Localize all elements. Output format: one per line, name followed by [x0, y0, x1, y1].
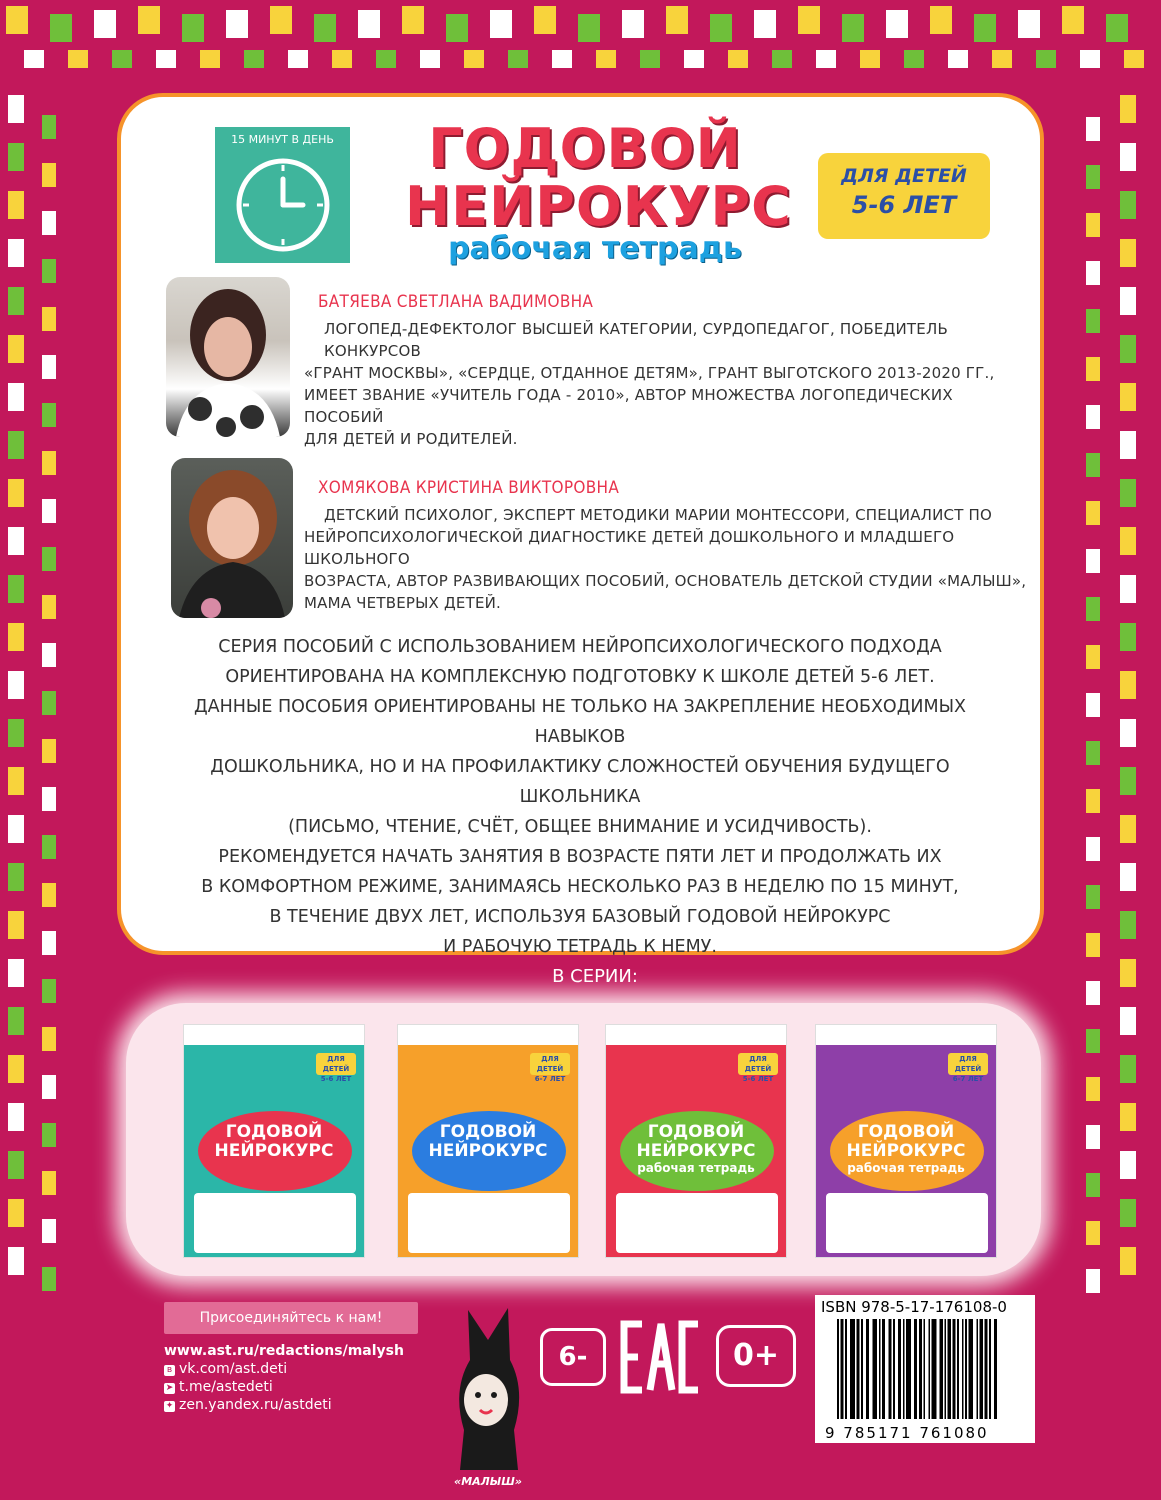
- confetti-square: [1086, 1125, 1100, 1149]
- confetti-square: [8, 623, 24, 651]
- confetti-square: [1120, 1151, 1136, 1179]
- confetti-square: [948, 50, 968, 68]
- confetti-square: [578, 14, 600, 42]
- confetti-square: [1086, 645, 1100, 669]
- description-line: (ПИСЬМО, ЧТЕНИЕ, СЧЁТ, ОБЩЕЕ ВНИМАНИЕ И УСИДЧИВОСТЬ).: [288, 817, 872, 837]
- confetti-square: [138, 6, 160, 34]
- confetti-square: [1086, 1029, 1100, 1053]
- book-age-line-2: 6-7 ЛЕТ: [534, 1075, 566, 1083]
- confetti-square: [42, 835, 56, 859]
- confetti-square: [1086, 1269, 1100, 1293]
- confetti-square: [42, 403, 56, 427]
- book-author-strip: [398, 1025, 578, 1045]
- confetti-square: [42, 643, 56, 667]
- confetti-square: [1120, 335, 1136, 363]
- confetti-square: [1120, 959, 1136, 987]
- confetti-square: [1086, 213, 1100, 237]
- confetti-square: [226, 10, 248, 38]
- vk-link[interactable]: [164, 1360, 287, 1378]
- book-title-line-3: рабочая тетрадь: [847, 1161, 965, 1175]
- confetti-square: [42, 211, 56, 235]
- telegram-icon: ➤: [165, 1383, 174, 1393]
- book-age-line-2: 5-6 ЛЕТ: [320, 1075, 352, 1083]
- confetti-square: [402, 6, 424, 34]
- book-age-badge: [738, 1053, 778, 1083]
- barcode-icon: [835, 1319, 1025, 1421]
- title-main: [405, 117, 792, 238]
- book-title-line-2: НЕЙРОКУРС: [636, 1141, 756, 1161]
- book-age-line-2: 6-7 ЛЕТ: [952, 1075, 984, 1083]
- title-subtitle: рабочая тетрадь: [448, 231, 742, 266]
- confetti-square: [8, 95, 24, 123]
- zen-link[interactable]: [164, 1396, 332, 1414]
- confetti-square: [974, 14, 996, 42]
- confetti-square: [8, 431, 24, 459]
- confetti-square: [1086, 741, 1100, 765]
- confetti-square: [156, 50, 176, 68]
- description-line: СЕРИЯ ПОСОБИЙ С ИСПОЛЬЗОВАНИЕМ НЕЙРОПСИХОЛОГИЧЕСКОГО ПОДХОДА: [218, 637, 942, 657]
- confetti-square: [904, 50, 924, 68]
- confetti-square: [622, 10, 644, 38]
- book-age-line-2: 5-6 ЛЕТ: [742, 1075, 774, 1083]
- confetti-square: [1120, 191, 1136, 219]
- book-title: [184, 1123, 364, 1161]
- confetti-square: [1120, 431, 1136, 459]
- series-book-cover[interactable]: [183, 1024, 365, 1258]
- confetti-square: [42, 739, 56, 763]
- confetti-square: [992, 50, 1012, 68]
- confetti-square: [1086, 981, 1100, 1005]
- age-line-1: ДЛЯ ДЕТЕЙ: [841, 165, 967, 187]
- website-link[interactable]: [164, 1342, 404, 1360]
- logo-text: «МАЛЫШ»: [454, 1475, 522, 1488]
- isbn-barcode: [815, 1295, 1035, 1443]
- author-bio-line: МАМА ЧЕТВЕРЫХ ДЕТЕЙ.: [304, 594, 502, 612]
- confetti-square: [1120, 863, 1136, 891]
- confetti-square: [8, 575, 24, 603]
- confetti-square: [8, 143, 24, 171]
- description-line: ДАННЫЕ ПОСОБИЯ ОРИЕНТИРОВАНЫ НЕ ТОЛЬКО НА ЗАКРЕПЛЕНИЕ НЕОБХОДИМЫХ НАВЫКОВ: [193, 697, 967, 747]
- book-title-line-2: НЕЙРОКУРС: [214, 1141, 334, 1161]
- confetti-square: [8, 527, 24, 555]
- confetti-square: [8, 1247, 24, 1275]
- confetti-square: [8, 1055, 24, 1083]
- confetti-square: [42, 259, 56, 283]
- confetti-square: [8, 1007, 24, 1035]
- confetti-square: [42, 595, 56, 619]
- book-title-line-1: ГОДОВОЙ: [439, 1122, 537, 1142]
- confetti-square: [42, 1219, 56, 1243]
- confetti-square: [1086, 597, 1100, 621]
- confetti-square: [8, 335, 24, 363]
- confetti-square: [8, 383, 24, 411]
- book-author-strip: [606, 1025, 786, 1045]
- confetti-square: [798, 6, 820, 34]
- link-text: zen.yandex.ru/astdeti: [179, 1397, 332, 1413]
- confetti-square: [1086, 693, 1100, 717]
- confetti-square: [244, 50, 264, 68]
- confetti-square: [1106, 14, 1128, 42]
- confetti-square: [1120, 1055, 1136, 1083]
- confetti-square: [1120, 1103, 1136, 1131]
- author-bio-1: [304, 318, 1034, 450]
- confetti-square: [1120, 95, 1136, 123]
- confetti-square: [1120, 1007, 1136, 1035]
- confetti-square: [8, 767, 24, 795]
- vk-icon: в: [164, 1365, 175, 1376]
- author-name-1: БАТЯЕВА СВЕТЛАНА ВАДИМОВНА: [318, 292, 594, 312]
- confetti-square: [8, 1151, 24, 1179]
- series-book-cover[interactable]: [815, 1024, 997, 1258]
- confetti-square: [8, 239, 24, 267]
- confetti-square: [1120, 1199, 1136, 1227]
- confetti-square: [930, 6, 952, 34]
- book-title-line-3: рабочая тетрадь: [637, 1161, 755, 1175]
- book-age-line-1: ДЛЯ ДЕТЕЙ: [536, 1055, 564, 1073]
- book-title-line-1: ГОДОВОЙ: [857, 1122, 955, 1142]
- confetti-square: [42, 1075, 56, 1099]
- confetti-square: [420, 50, 440, 68]
- join-us-banner: Присоединяйтесь к нам!: [164, 1302, 418, 1334]
- confetti-square: [42, 115, 56, 139]
- confetti-square: [42, 931, 56, 955]
- book-author-strip: [184, 1025, 364, 1045]
- book-title-line-1: ГОДОВОЙ: [225, 1122, 323, 1142]
- confetti-square: [1086, 309, 1100, 333]
- zen-icon: ✦: [165, 1401, 174, 1411]
- eac-mark-icon: [620, 1318, 702, 1396]
- telegram-link[interactable]: [164, 1378, 273, 1396]
- confetti-square: [358, 10, 380, 38]
- confetti-square: [8, 719, 24, 747]
- book-title-line-2: НЕЙРОКУРС: [428, 1141, 548, 1161]
- confetti-square: [376, 50, 396, 68]
- confetti-square: [842, 14, 864, 42]
- age-badge: [818, 153, 990, 239]
- confetti-square: [1120, 575, 1136, 603]
- confetti-square: [1124, 50, 1144, 68]
- confetti-square: [772, 50, 792, 68]
- confetti-square: [1120, 767, 1136, 795]
- confetti-square: [1018, 10, 1040, 38]
- book-title-line-1: ГОДОВОЙ: [647, 1122, 745, 1142]
- book-exercise-grid: [616, 1193, 778, 1253]
- age-rating: 0+: [716, 1325, 796, 1387]
- confetti-square: [446, 14, 468, 42]
- book-exercise-grid: [408, 1193, 570, 1253]
- in-series-heading: В СЕРИИ:: [552, 966, 638, 987]
- confetti-square: [640, 50, 660, 68]
- confetti-square: [728, 50, 748, 68]
- confetti-square: [8, 911, 24, 939]
- confetti-square: [112, 50, 132, 68]
- confetti-square: [1120, 527, 1136, 555]
- confetti-square: [1120, 287, 1136, 315]
- author-bio-line: ЛОГОПЕД-ДЕФЕКТОЛОГ ВЫСШЕЙ КАТЕГОРИИ, СУРДОПЕДАГОГ, ПОБЕДИТЕЛЬ КОНКУРСОВ: [324, 320, 948, 360]
- book-exercise-grid: [194, 1193, 356, 1253]
- confetti-square: [42, 451, 56, 475]
- book-title: [606, 1123, 786, 1175]
- author-bio-line: НЕЙРОПСИХОЛОГИЧЕСКОЙ ДИАГНОСТИКЕ ДЕТЕЙ ДОШКОЛЬНОГО И МЛАДШЕГО ШКОЛЬНОГО: [304, 528, 955, 568]
- confetti-square: [1086, 165, 1100, 189]
- link-text: t.me/astedeti: [179, 1379, 273, 1395]
- confetti-square: [42, 547, 56, 571]
- confetti-square: [200, 50, 220, 68]
- confetti-square: [1036, 50, 1056, 68]
- confetti-square: [8, 479, 24, 507]
- author-photo-2: [171, 458, 293, 618]
- confetti-square: [1120, 143, 1136, 171]
- confetti-square: [596, 50, 616, 68]
- series-description: [150, 632, 1010, 962]
- confetti-square: [1086, 405, 1100, 429]
- confetti-square: [1120, 383, 1136, 411]
- age-line-2: 5-6 ЛЕТ: [851, 191, 957, 219]
- book-age-line-1: ДЛЯ ДЕТЕЙ: [954, 1055, 982, 1073]
- malysh-logo: [448, 1300, 530, 1490]
- title-line-2: НЕЙРОКУРС: [405, 175, 792, 238]
- link-text: vk.com/ast.deti: [179, 1361, 288, 1377]
- series-book-cover[interactable]: [397, 1024, 579, 1258]
- age-mark: 6-: [540, 1328, 606, 1386]
- confetti-square: [42, 1123, 56, 1147]
- author-bio-line: ДЛЯ ДЕТЕЙ И РОДИТЕЛЕЙ.: [304, 430, 518, 448]
- confetti-square: [270, 6, 292, 34]
- clock-icon: [215, 127, 350, 263]
- book-age-badge: [948, 1053, 988, 1083]
- confetti-square: [1086, 357, 1100, 381]
- book-title: [398, 1123, 578, 1161]
- confetti-square: [8, 1199, 24, 1227]
- description-line: РЕКОМЕНДУЕТСЯ НАЧАТЬ ЗАНЯТИЯ В ВОЗРАСТЕ ПЯТИ ЛЕТ И ПРОДОЛЖАТЬ ИХ: [218, 847, 942, 867]
- confetti-square: [42, 163, 56, 187]
- confetti-square: [182, 14, 204, 42]
- confetti-square: [50, 14, 72, 42]
- confetti-square: [1120, 671, 1136, 699]
- confetti-square: [1086, 501, 1100, 525]
- confetti-square: [1120, 911, 1136, 939]
- confetti-square: [8, 191, 24, 219]
- confetti-square: [684, 50, 704, 68]
- confetti-square: [886, 10, 908, 38]
- confetti-square: [42, 307, 56, 331]
- link-text: www.ast.ru/redactions/malysh: [164, 1343, 404, 1359]
- author-bio-line: ИМЕЕТ ЗВАНИЕ «УЧИТЕЛЬ ГОДА - 2010», АВТОР МНОЖЕСТВА ЛОГОПЕДИЧЕСКИХ ПОСОБИЙ: [304, 386, 953, 426]
- series-book-cover[interactable]: [605, 1024, 787, 1258]
- confetti-square: [1086, 837, 1100, 861]
- author-bio-2: [304, 504, 1034, 614]
- confetti-square: [6, 6, 28, 34]
- confetti-square: [42, 787, 56, 811]
- confetti-square: [1062, 6, 1084, 34]
- confetti-square: [288, 50, 308, 68]
- confetti-square: [860, 50, 880, 68]
- confetti-square: [1086, 885, 1100, 909]
- confetti-square: [8, 815, 24, 843]
- confetti-square: [490, 10, 512, 38]
- book-age-badge: [316, 1053, 356, 1083]
- book-title: [816, 1123, 996, 1175]
- confetti-square: [1086, 1221, 1100, 1245]
- confetti-square: [552, 50, 572, 68]
- confetti-square: [754, 10, 776, 38]
- confetti-square: [1086, 117, 1100, 141]
- author-photo-1: [166, 277, 290, 437]
- author-bio-line: ДЕТСКИЙ ПСИХОЛОГ, ЭКСПЕРТ МЕТОДИКИ МАРИИ МОНТЕССОРИ, СПЕЦИАЛИСТ ПО: [324, 506, 993, 524]
- author-name-2: ХОМЯКОВА КРИСТИНА ВИКТОРОВНА: [318, 478, 620, 498]
- book-title-line-2: НЕЙРОКУРС: [846, 1141, 966, 1161]
- book-author-strip: [816, 1025, 996, 1045]
- confetti-square: [1086, 261, 1100, 285]
- confetti-square: [68, 50, 88, 68]
- confetti-square: [42, 883, 56, 907]
- badge-text: 15 МИНУТ В ДЕНЬ: [231, 133, 334, 146]
- barcode-digits: 9 785171 761080: [825, 1424, 989, 1442]
- confetti-square: [710, 14, 732, 42]
- confetti-square: [42, 1171, 56, 1195]
- confetti-square: [1086, 453, 1100, 477]
- book-exercise-grid: [826, 1193, 988, 1253]
- isbn-label: ISBN 978-5-17-176108-0: [821, 1298, 1007, 1316]
- confetti-square: [1086, 549, 1100, 573]
- confetti-square: [8, 1103, 24, 1131]
- confetti-square: [464, 50, 484, 68]
- confetti-square: [42, 979, 56, 1003]
- confetti-square: [42, 355, 56, 379]
- confetti-square: [8, 671, 24, 699]
- confetti-square: [42, 1027, 56, 1051]
- title-line-1: ГОДОВОЙ: [428, 117, 742, 180]
- confetti-square: [1120, 479, 1136, 507]
- confetti-square: [666, 6, 688, 34]
- confetti-square: [314, 14, 336, 42]
- confetti-square: [94, 10, 116, 38]
- description-line: В КОМФОРТНОМ РЕЖИМЕ, ЗАНИМАЯСЬ НЕСКОЛЬКО РАЗ В НЕДЕЛЮ ПО 15 МИНУТ,: [201, 877, 959, 897]
- author-bio-line: ВОЗРАСТА, АВТОР РАЗВИВАЮЩИХ ПОСОБИЙ, ОСНОВАТЕЛЬ ДЕТСКОЙ СТУДИИ «МАЛЫШ»,: [304, 572, 1027, 590]
- confetti-square: [42, 1267, 56, 1291]
- book-age-line-1: ДЛЯ ДЕТЕЙ: [322, 1055, 350, 1073]
- description-line: ОРИЕНТИРОВАНА НА КОМПЛЕКСНУЮ ПОДГОТОВКУ К ШКОЛЕ ДЕТЕЙ 5-6 ЛЕТ.: [225, 667, 935, 687]
- description-line: ДОШКОЛЬНИКА, НО И НА ПРОФИЛАКТИКУ СЛОЖНОСТЕЙ ОБУЧЕНИЯ БУДУЩЕГО ШКОЛЬНИКА: [210, 757, 950, 807]
- book-age-line-1: ДЛЯ ДЕТЕЙ: [744, 1055, 772, 1073]
- confetti-square: [8, 287, 24, 315]
- confetti-square: [1120, 623, 1136, 651]
- confetti-square: [508, 50, 528, 68]
- confetti-square: [8, 863, 24, 891]
- confetti-square: [1086, 933, 1100, 957]
- confetti-square: [1120, 239, 1136, 267]
- confetti-square: [332, 50, 352, 68]
- confetti-square: [24, 50, 44, 68]
- confetti-square: [1086, 789, 1100, 813]
- confetti-square: [1086, 1077, 1100, 1101]
- confetti-square: [534, 6, 556, 34]
- confetti-square: [1120, 719, 1136, 747]
- confetti-square: [1080, 50, 1100, 68]
- confetti-square: [816, 50, 836, 68]
- confetti-square: [1120, 815, 1136, 843]
- confetti-square: [1086, 1173, 1100, 1197]
- fifteen-minutes-badge: [215, 127, 350, 263]
- book-age-badge: [530, 1053, 570, 1083]
- description-line: В ТЕЧЕНИЕ ДВУХ ЛЕТ, ИСПОЛЬЗУЯ БАЗОВЫЙ ГОДОВОЙ НЕЙРОКУРС: [269, 907, 891, 927]
- confetti-square: [8, 959, 24, 987]
- description-line: И РАБОЧУЮ ТЕТРАДЬ К НЕМУ.: [443, 937, 717, 957]
- author-bio-line: «ГРАНТ МОСКВЫ», «СЕРДЦЕ, ОТДАННОЕ ДЕТЯМ», ГРАНТ ВЫГОТСКОГО 2013-2020 ГГ.,: [304, 364, 995, 382]
- confetti-square: [42, 499, 56, 523]
- confetti-square: [1120, 1247, 1136, 1275]
- confetti-square: [42, 691, 56, 715]
